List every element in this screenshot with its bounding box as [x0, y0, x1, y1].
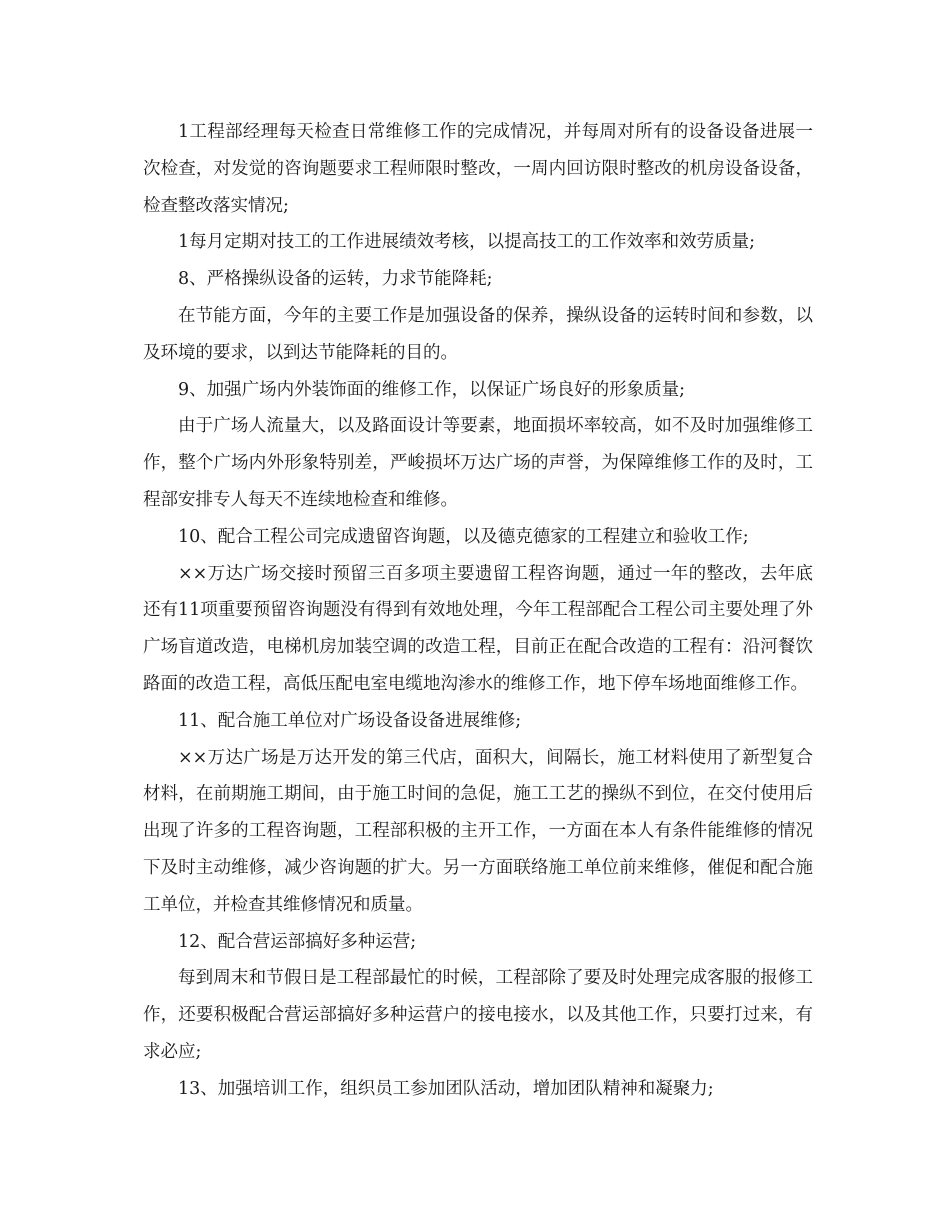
paragraph-2: 1每月定期对技工的工作进展绩效考核，以提高技工的工作效率和效劳质量; [178, 232, 756, 253]
paragraph-13: 13、加强培训工作，组织员工参加团队活动，增加团队精神和凝聚力; [178, 1078, 714, 1099]
paragraph-10: ××万达广场是万达开发的第三代店，面积大，间隔长，施工材料使用了新型复合材料，在前期施工期间，由于施工时间的急促，施工工艺的操纵不到位，在交付使用后出现了许多的工程咨询题，工程部积极的主开工作，一方面在本人有条件能维修的情况下及时主动维修，减少咨询题的扩大。另一方面联络施工单位前来维修，催促和配合施工单位，并检查其维修情况和质量。 [143, 747, 813, 915]
paragraph-12: 每到周末和节假日是工程部最忙的时候，工程部除了要及时处理完成客服的报修工作，还要积极配合营运部搞好多种运营户的接电接水，以及其他工作，只要打过来，有求必应; [143, 968, 813, 1062]
paragraph-6: 由于广场人流量大，以及路面设计等要素，地面损坏率较高，如不及时加强维修工作，整个广场内外形象特别差，严峻损坏万达广场的声誉，为保障维修工作的及时，工程部安排专人每天不连续地检查和维修。 [143, 416, 813, 510]
paragraph-1: 1工程部经理每天检查日常维修工作的完成情况，并每周对所有的设备设备进展一次检查，对发觉的咨询题要求工程师限时整改，一周内回访限时整改的机房设备设备，检查整改落实情况; [143, 122, 813, 216]
paragraph-7: 10、配合工程公司完成遗留咨询题，以及德克德家的工程建立和验收工作; [178, 526, 749, 547]
paragraph-8: ××万达广场交接时预留三百多项主要遗留工程咨询题，通过一年的整改，去年底还有11项重要预留咨询题没有得到有效地处理，今年工程部配合工程公司主要处理了外广场盲道改造，电梯机房加装空调的改造工程，目前正在配合改造的工程有：沿河餐饮路面的改造工程，高低压配电室电缆地沟渗水的维修工作，地下停车场地面维修工作。 [143, 563, 813, 694]
paragraph-9: 11、配合施工单位对广场设备设备进展维修; [178, 710, 522, 731]
paragraph-4: 在节能方面，今年的主要工作是加强设备的保养，操纵设备的运转时间和参数，以及环境的要求，以到达节能降耗的目的。 [143, 305, 813, 363]
document-body [143, 114, 813, 1108]
paragraph-11: 12、配合营运部搞好多种运营; [178, 931, 417, 952]
paragraph-3: 8、严格操纵设备的运转，力求节能降耗; [178, 269, 493, 290]
paragraph-5: 9、加强广场内外装饰面的维修工作，以保证广场良好的形象质量; [178, 379, 686, 400]
